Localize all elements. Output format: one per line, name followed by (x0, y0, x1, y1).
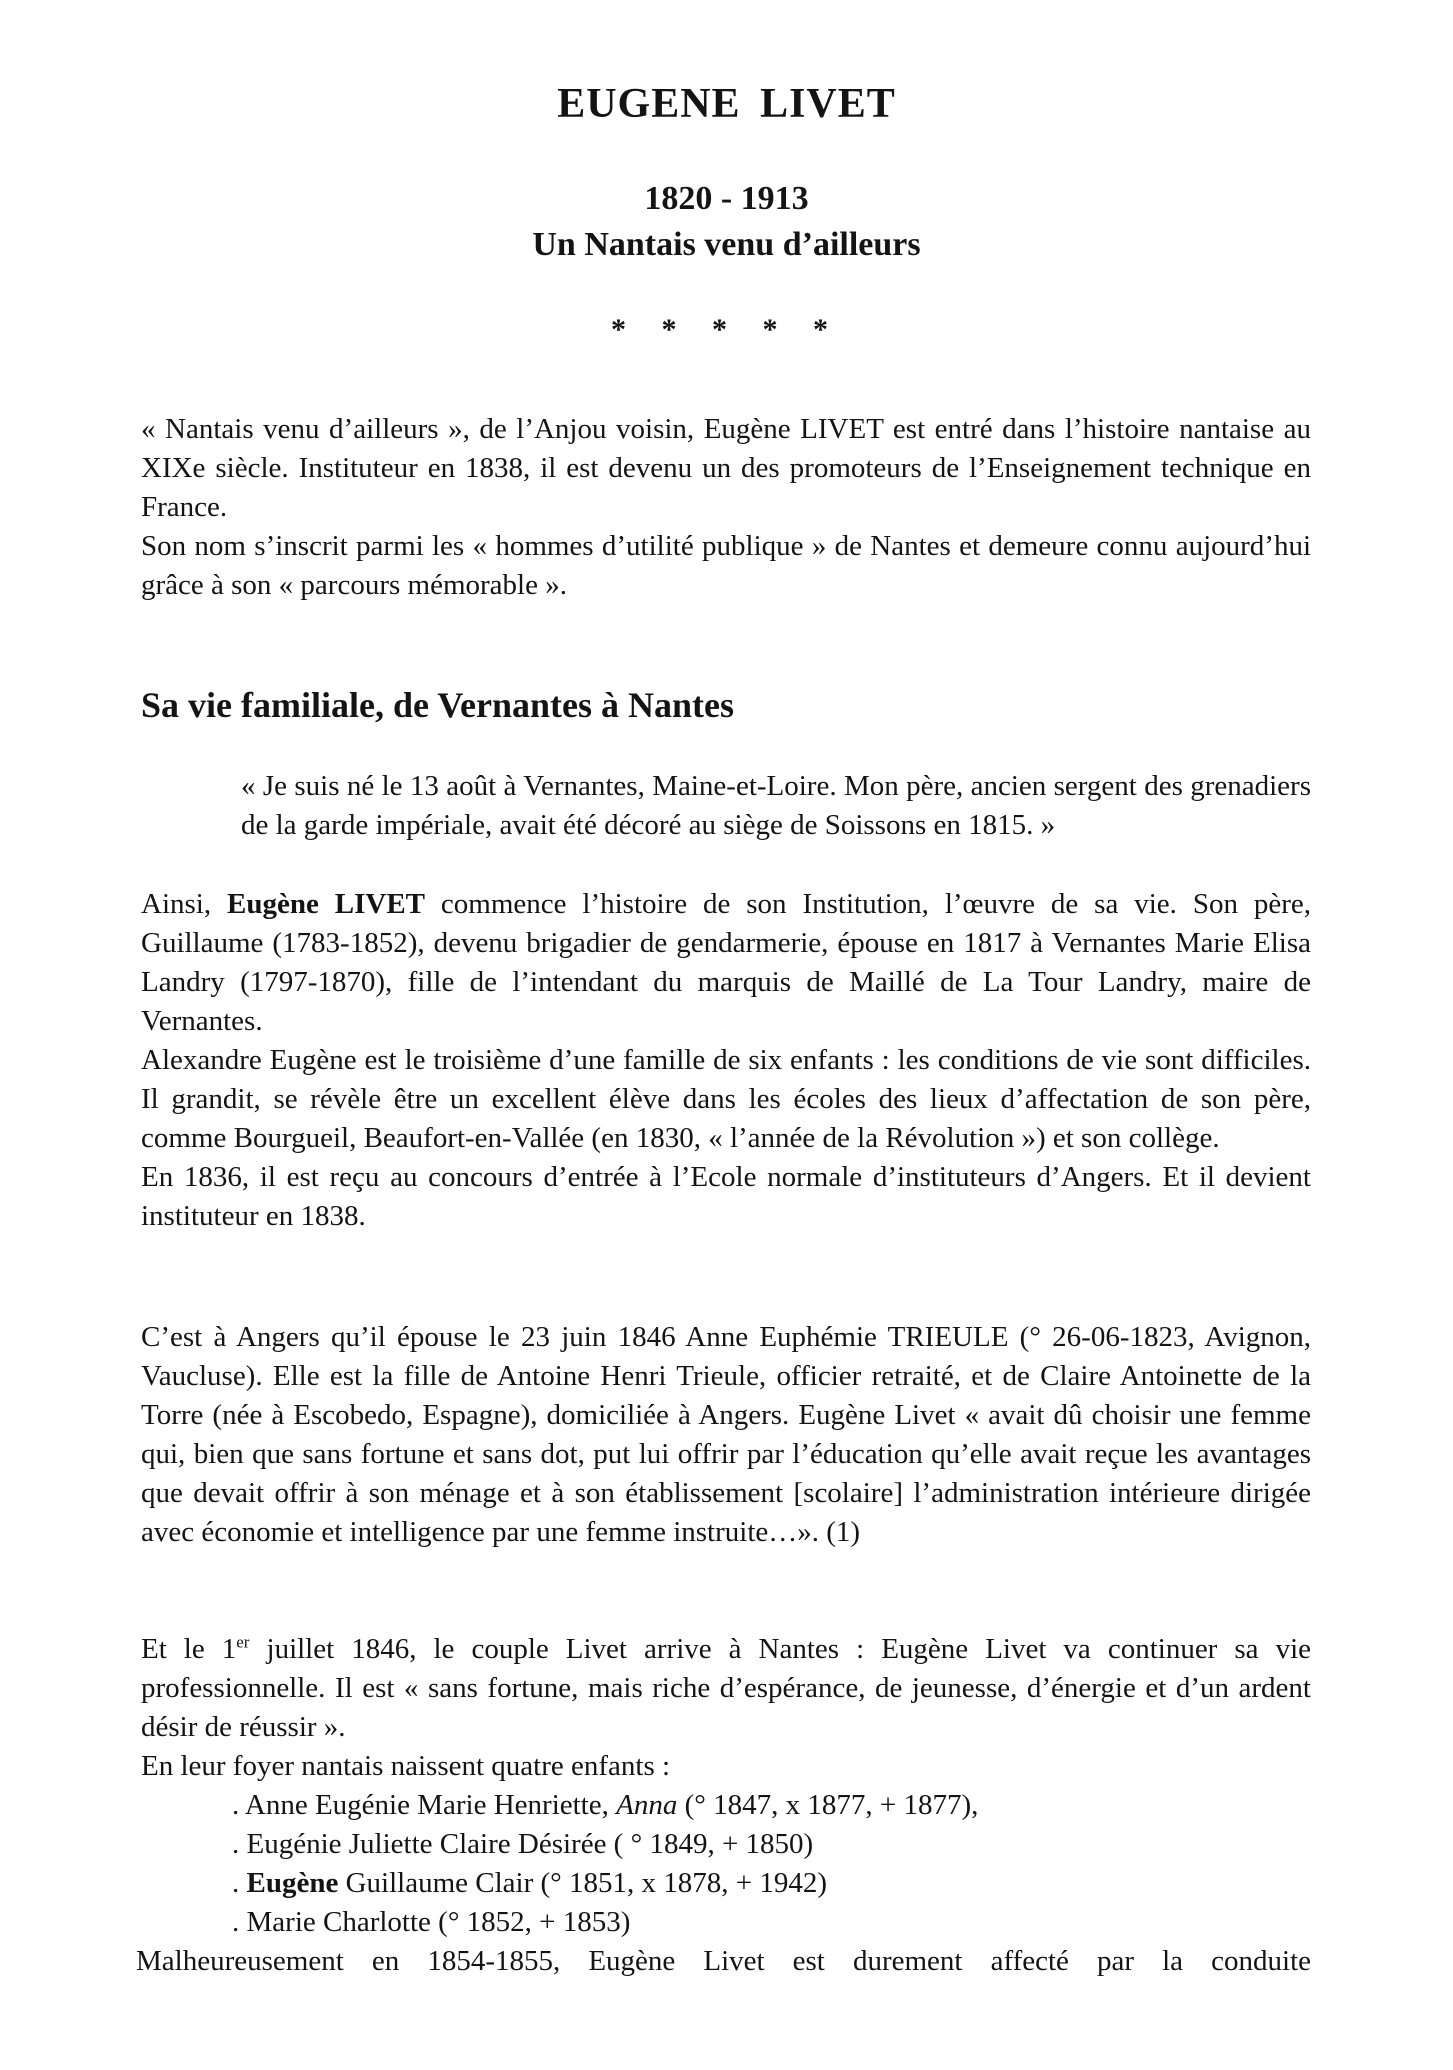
ordinal-superscript: er (236, 1632, 250, 1652)
paragraph-ainsi-rest: commence l’histoire de son Institution, l’œuvre de sa vie. Son père, Guillaume (1783-1852), devenu brigadier de gendarmerie, épouse en 1817 à Vernantes Marie Elisa Landry (1797-1870), fille de l’intendant du marquis de Maillé de La Tour Landry, maire de Vernantes. (141, 888, 1311, 1037)
list-item (232, 1864, 978, 1903)
list-item: . Marie Charlotte (° 1852, + 1853) (232, 1906, 631, 1938)
paragraph-arrival-start: Et le 1 (141, 1633, 237, 1665)
paragraph-ainsi (141, 885, 1311, 1041)
intro-paragraph-2: Son nom s’inscrit parmi les « hommes d’utilité publique » de Nantes et demeure connu aujourd’hui grâce à son « parcours mémorable ». (141, 530, 1311, 601)
child-1-dates: (° 1847, x 1877, + 1877), (677, 1789, 979, 1821)
section-separator: * * * * * (611, 313, 842, 346)
child-3-name-emphasis: Eugène (246, 1867, 339, 1899)
paragraph-children-intro: En leur foyer nantais naissent quatre enfants : (141, 1750, 671, 1782)
intro-block (141, 410, 1311, 605)
child-3-rest: Guillaume Clair (° 1851, x 1878, + 1942) (338, 1867, 828, 1899)
section-heading: Sa vie familiale, de Vernantes à Nantes (141, 685, 734, 725)
page-subtitle: Un Nantais venu d’ailleurs (532, 226, 921, 263)
life-dates: 1820 - 1913 (644, 180, 809, 217)
intro-paragraph-1: « Nantais venu d’ailleurs », de l’Anjou voisin, Eugène LIVET est entré dans l’histoire nantaise au XIXe siècle. Instituteur en 1838, il est devenu un des promoteurs de l’Enseignement technique en France. (141, 413, 1311, 523)
children-list (232, 1786, 978, 1942)
paragraph-marriage: C’est à Angers qu’il épouse le 23 juin 1846 Anne Euphémie TRIEULE (° 26-06-1823, Avignon, Vaucluse). Elle est la fille de Antoine Henri Trieule, officier retraité, et de Claire Antoinette de la Torre (née à Escobedo, Espagne), domiciliée à Angers. Eugène Livet « avait dû choisir une femme qui, bien que sans fortune et sans dot, put lui offrir par l’éducation qu’elle avait reçue les avantages que devait offrir à son ménage et à son établissement [scolaire] l’administration intérieure dirigée avec économie et intelligence par une femme instruite…». (1) (141, 1321, 1311, 1548)
name-emphasis: Eugène LIVET (227, 888, 425, 920)
paragraph-ainsi-start: Ainsi, (141, 888, 227, 920)
child-1-nickname: Anna (616, 1789, 678, 1821)
marriage-paragraph-block (141, 1318, 1311, 1552)
page-title: EUGENE LIVET (557, 81, 896, 127)
paragraph-arrival (141, 1630, 1311, 1747)
family-paragraphs (141, 885, 1311, 1236)
paragraph-childhood: Alexandre Eugène est le troisième d’une famille de six enfants : les conditions de vie sont difficiles. Il grandit, se révèle être un excellent élève dans les écoles des lieux d’affectation de son père, comme Bourgueil, Beaufort-en-Vallée (en 1830, « l’année de la Révolution ») et son collège. (141, 1044, 1311, 1154)
closing-line: Malheureusement en 1854-1855, Eugène Livet est durement affecté par la conduite (136, 1945, 1311, 1977)
list-item (232, 1786, 978, 1825)
paragraph-arrival-rest: juillet 1846, le couple Livet arrive à Nantes : Eugène Livet va continuer sa vie professionnelle. Il est « sans fortune, mais riche d’espérance, de jeunesse, d’énergie et d’un ardent désir de réussir ». (141, 1633, 1311, 1743)
child-1-name: . Anne Eugénie Marie Henriette, (232, 1789, 617, 1821)
list-item: . Eugénie Juliette Claire Désirée ( ° 1849, + 1850) (232, 1828, 814, 1860)
arrival-paragraph-block (141, 1630, 1311, 1786)
paragraph-training: En 1836, il est reçu au concours d’entrée à l’Ecole normale d’instituteurs d’Angers. Et il devient instituteur en 1838. (141, 1161, 1311, 1232)
child-3-bullet: . (232, 1867, 247, 1899)
block-quote (241, 767, 1311, 845)
quote-text: « Je suis né le 13 août à Vernantes, Maine-et-Loire. Mon père, ancien sergent des grenadiers de la garde impériale, avait été décoré au siège de Soissons en 1815. » (241, 770, 1311, 841)
